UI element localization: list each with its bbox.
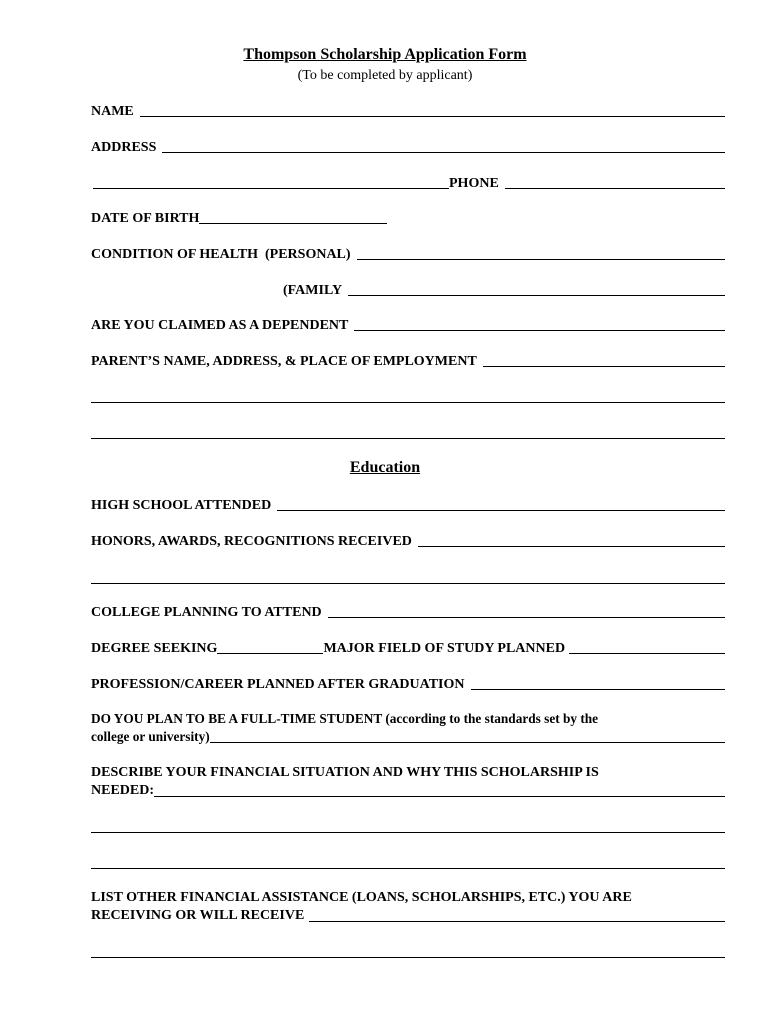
dob-label: DATE OF BIRTH [91,211,200,226]
honors-row [91,530,725,550]
health-personal-row [91,243,725,263]
major-field[interactable] [569,653,725,654]
high-school-row [91,494,725,514]
health-personal-label: CONDITION OF HEALTH (PERSONAL) [91,247,351,262]
health-personal-field[interactable] [357,259,725,260]
financial-label-line-2: NEEDED: [91,783,155,798]
degree-field[interactable] [217,653,323,654]
assistance-question [91,889,725,925]
college-field[interactable] [328,617,725,618]
financial-question [91,764,725,800]
health-family-field[interactable] [348,295,725,296]
parents-row [91,350,725,370]
dependent-field[interactable] [354,330,725,331]
college-label: COLLEGE PLANNING TO ATTEND [91,605,322,620]
assistance-field-line-2[interactable] [91,957,725,958]
financial-field-line-2[interactable] [91,832,725,833]
name-row [91,100,725,120]
name-label: NAME [91,104,134,119]
fulltime-label-line-1: DO YOU PLAN TO BE A FULL-TIME STUDENT (according to the standards set by the [91,711,599,726]
health-family-row [283,279,725,299]
dependent-label: ARE YOU CLAIMED AS A DEPENDENT [91,318,349,333]
address-row [91,136,725,156]
address-phone-row [91,172,725,192]
address-field[interactable] [162,152,725,153]
high-school-label: HIGH SCHOOL ATTENDED [91,498,272,513]
honors-label: HONORS, AWARDS, RECOGNITIONS RECEIVED [91,534,412,549]
name-field[interactable] [140,116,725,117]
fulltime-field[interactable] [210,742,725,743]
form-title: Thompson Scholarship Application Form [243,46,527,63]
major-label: MAJOR FIELD OF STUDY PLANNED [323,641,566,656]
assistance-label-line-1: LIST OTHER FINANCIAL ASSISTANCE (LOANS, SCHOLARSHIPS, ETC.) YOU ARE [91,890,632,905]
dob-field[interactable] [199,223,387,224]
fulltime-question [91,710,725,746]
phone-label: PHONE [449,176,499,191]
profession-label: PROFESSION/CAREER PLANNED AFTER GRADUATION [91,677,465,692]
phone-field[interactable] [505,188,725,189]
parents-field-line-3[interactable] [91,438,725,439]
fulltime-label-line-2: college or university) [91,729,210,744]
financial-field-line-3[interactable] [91,868,725,869]
form-subtitle: (To be completed by applicant) [297,68,473,83]
profession-field[interactable] [471,689,725,690]
address-label: ADDRESS [91,140,157,155]
assistance-label-line-2: RECEIVING OR WILL RECEIVE [91,908,305,923]
degree-major-row [91,637,725,657]
address-field-2[interactable] [93,188,449,189]
health-family-label: (FAMILY [283,283,343,298]
education-heading: Education [349,459,421,476]
parents-field[interactable] [483,366,725,367]
college-row [91,601,725,621]
dependent-row [91,314,725,334]
parents-field-line-2[interactable] [91,402,725,403]
degree-label: DEGREE SEEKING [91,641,218,656]
financial-field[interactable] [154,796,725,797]
assistance-field[interactable] [309,921,725,922]
parents-label: PARENT’S NAME, ADDRESS, & PLACE OF EMPLOYMENT [91,354,477,369]
honors-field[interactable] [418,546,725,547]
high-school-field[interactable] [277,510,725,511]
financial-label-line-1: DESCRIBE YOUR FINANCIAL SITUATION AND WHY THIS SCHOLARSHIP IS [91,765,599,780]
honors-field-line-2[interactable] [91,583,725,584]
profession-row [91,673,725,693]
dob-row [91,207,725,227]
